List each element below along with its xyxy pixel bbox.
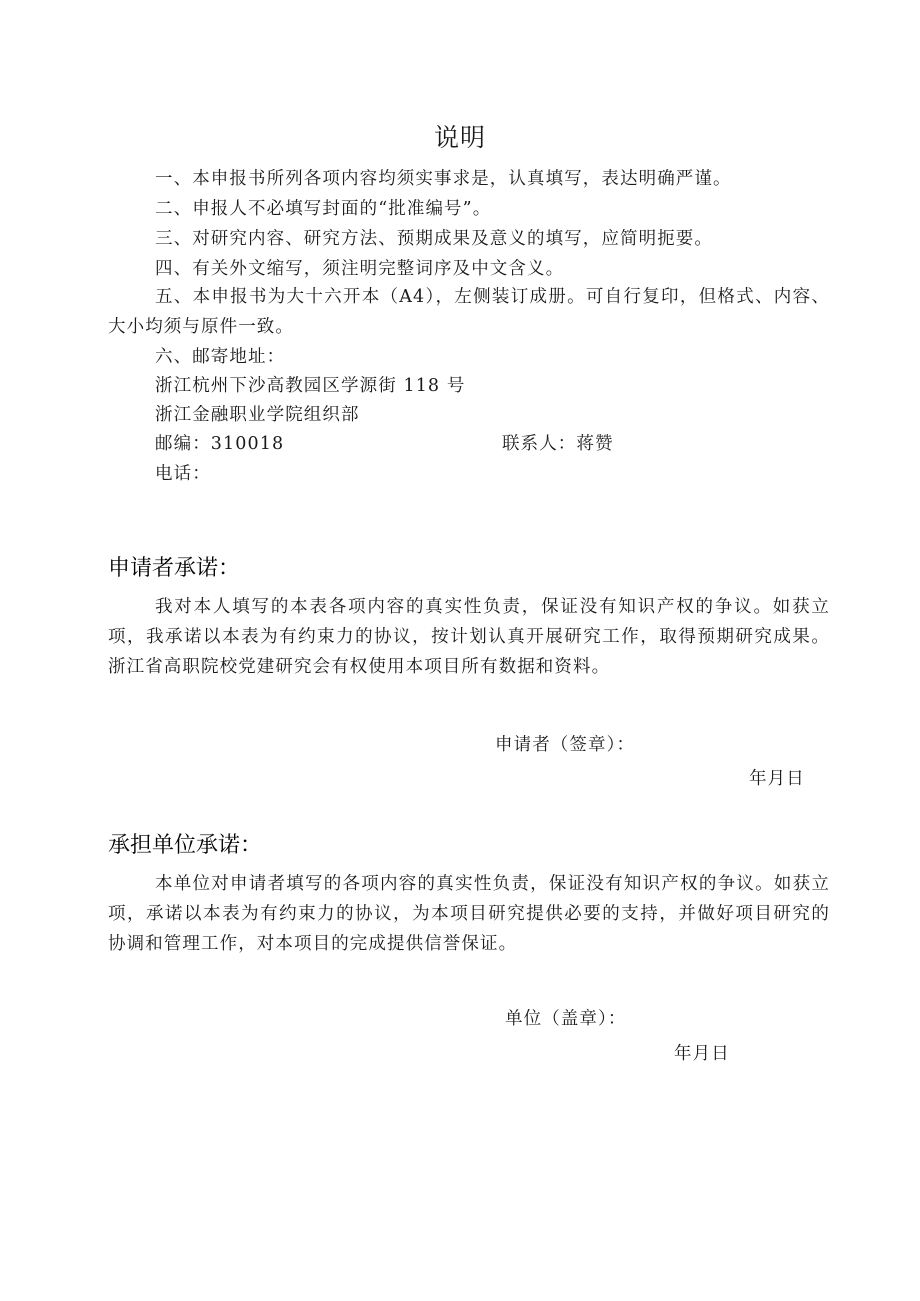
instruction-item-3: 三、对研究内容、研究方法、预期成果及意义的填写，应简明扼要。 — [155, 229, 713, 249]
applicant-pledge-body: 我对本人填写的本表各项内容的真实性负责，保证没有知识产权的争议。如获立项，我承诺以本表为有约束力的协议，按计划认真开展研究工作，取得预期研究成果。浙江省高职院校党建研究会有权使用本项目所有数据和资料。 — [108, 597, 830, 677]
instruction-item-4: 四、有关外文缩写，须注明完整词序及中文含义。 — [155, 259, 565, 279]
applicant-pledge-heading: 申请者承诺： — [108, 556, 241, 581]
phone: 电话： — [155, 464, 211, 484]
applicant-signature-label: 申请者（签章）： — [495, 735, 636, 755]
postcode: 邮编：310018 — [155, 434, 285, 454]
page-title: 说明 — [433, 123, 486, 152]
contact-person: 联系人：蒋赞 — [502, 434, 614, 454]
unit-pledge-heading: 承担单位承诺： — [108, 833, 263, 858]
unit-date-label: 年月日 — [674, 1044, 730, 1064]
instruction-item-5: 五、本申报书为大十六开本（A4），左侧装订成册。可自行复印，但格式、内容、大小均须与原件一致。 — [108, 287, 830, 337]
applicant-date-label: 年月日 — [749, 769, 805, 789]
unit-seal-label: 单位（盖章）： — [505, 1009, 627, 1029]
instruction-item-2: 二、申报人不必填写封面的“批准编号”。 — [155, 199, 492, 219]
mailing-address-street: 浙江杭州下沙高教园区学源街 118 号 — [155, 376, 466, 396]
instruction-item-1: 一、本申报书所列各项内容均须实事求是，认真填写，表达明确严谨。 — [155, 169, 732, 189]
unit-pledge-body: 本单位对申请者填写的各项内容的真实性负责，保证没有知识产权的争议。如获立项，承诺以本表为有约束力的协议，为本项目研究提供必要的支持，并做好项目研究的协调和管理工作，对本项目的完成提供信誉保证。 — [108, 874, 830, 954]
mailing-address-department: 浙江金融职业学院组织部 — [155, 405, 360, 425]
instruction-item-6: 六、邮寄地址： — [155, 347, 286, 367]
